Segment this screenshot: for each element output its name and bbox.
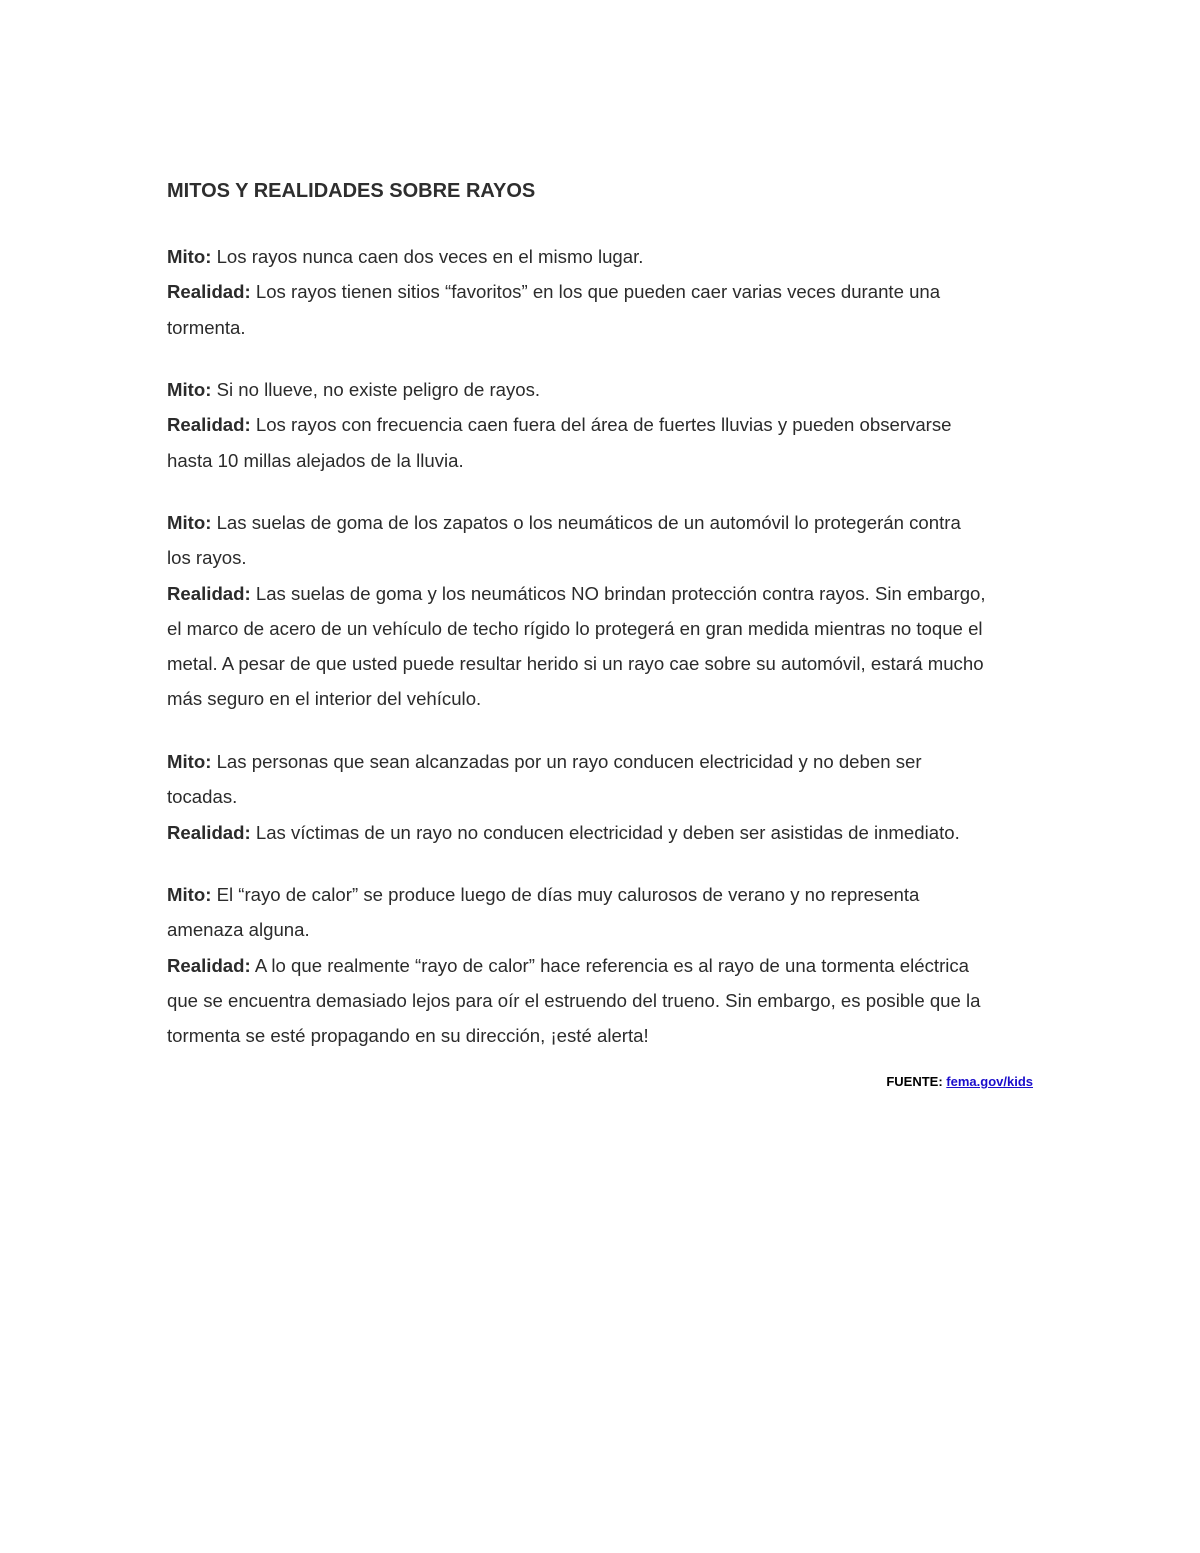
fact-line bbox=[167, 815, 1047, 850]
myth-fact-item bbox=[167, 505, 1047, 717]
fact-line: tormenta. bbox=[167, 316, 246, 338]
fact-line bbox=[167, 274, 1047, 309]
myth-fact-item bbox=[167, 372, 1047, 478]
myth-line: amenaza alguna. bbox=[167, 919, 310, 941]
fact-line: que se encuentra demasiado lejos para oír el estruendo del trueno. Sin embargo, es posible que la bbox=[167, 989, 981, 1011]
fact-label: Realidad: bbox=[167, 281, 251, 303]
myth-line bbox=[167, 505, 1047, 540]
myth-line bbox=[167, 877, 1047, 912]
myth-text: Las personas que sean alcanzadas por un rayo conducen electricidad y no deben ser bbox=[216, 751, 922, 772]
myth-line bbox=[167, 372, 1047, 407]
fact-text: A lo que realmente “rayo de calor” hace referencia es al rayo de una tormenta eléctrica bbox=[254, 954, 970, 976]
myth-fact-item bbox=[167, 239, 1047, 345]
fact-line: el marco de acero de un vehículo de techo rígido lo protegerá en gran medida mientras no toque el bbox=[167, 617, 983, 639]
fact-label: Realidad: bbox=[167, 414, 251, 436]
fact-line: hasta 10 millas alejados de la lluvia. bbox=[167, 449, 464, 471]
fact-line bbox=[167, 576, 1047, 611]
fact-line: tormenta se esté propagando en su dirección, ¡esté alerta! bbox=[167, 1025, 649, 1047]
myth-line bbox=[167, 239, 1047, 274]
source-citation bbox=[886, 1074, 1033, 1089]
document-title: MITOS Y REALIDADES SOBRE RAYOS bbox=[167, 180, 536, 202]
myth-label: Mito: bbox=[167, 884, 212, 905]
myth-text: Las suelas de goma de los zapatos o los neumáticos de un automóvil lo protegerán contra bbox=[216, 512, 961, 533]
myth-label: Mito: bbox=[167, 512, 212, 533]
source-link[interactable]: fema.gov/kids bbox=[946, 1074, 1033, 1089]
myth-fact-item bbox=[167, 877, 1047, 1053]
myth-label: Mito: bbox=[167, 246, 212, 267]
myth-line bbox=[167, 744, 1047, 779]
fact-text: Las suelas de goma y los neumáticos NO brindan protección contra rayos. Sin embargo, bbox=[255, 582, 986, 604]
fact-label: Realidad: bbox=[167, 821, 251, 843]
myth-line: los rayos. bbox=[167, 547, 247, 569]
myth-text: Los rayos nunca caen dos veces en el mismo lugar. bbox=[216, 246, 644, 267]
fact-label: Realidad: bbox=[167, 954, 251, 976]
fact-line: más seguro en el interior del vehículo. bbox=[167, 688, 482, 710]
myth-label: Mito: bbox=[167, 751, 212, 772]
source-label: FUENTE: bbox=[886, 1074, 943, 1089]
myth-line: tocadas. bbox=[167, 786, 238, 808]
fact-line bbox=[167, 407, 1047, 442]
myth-text: Si no llueve, no existe peligro de rayos. bbox=[216, 379, 541, 400]
myth-text: El “rayo de calor” se produce luego de días muy calurosos de verano y no representa bbox=[216, 884, 920, 905]
fact-text: Las víctimas de un rayo no conducen electricidad y deben ser asistidas de inmediato. bbox=[255, 821, 960, 843]
myth-fact-item bbox=[167, 744, 1047, 850]
fact-label: Realidad: bbox=[167, 582, 251, 604]
fact-text: Los rayos tienen sitios “favoritos” en los que pueden caer varias veces durante una bbox=[255, 281, 941, 303]
myth-label: Mito: bbox=[167, 379, 212, 400]
fact-line: metal. A pesar de que usted puede resultar herido si un rayo cae sobre su automóvil, estará mucho bbox=[167, 653, 984, 675]
fact-text: Los rayos con frecuencia caen fuera del área de fuertes lluvias y pueden observarse bbox=[255, 414, 952, 436]
fact-line bbox=[167, 948, 1047, 983]
